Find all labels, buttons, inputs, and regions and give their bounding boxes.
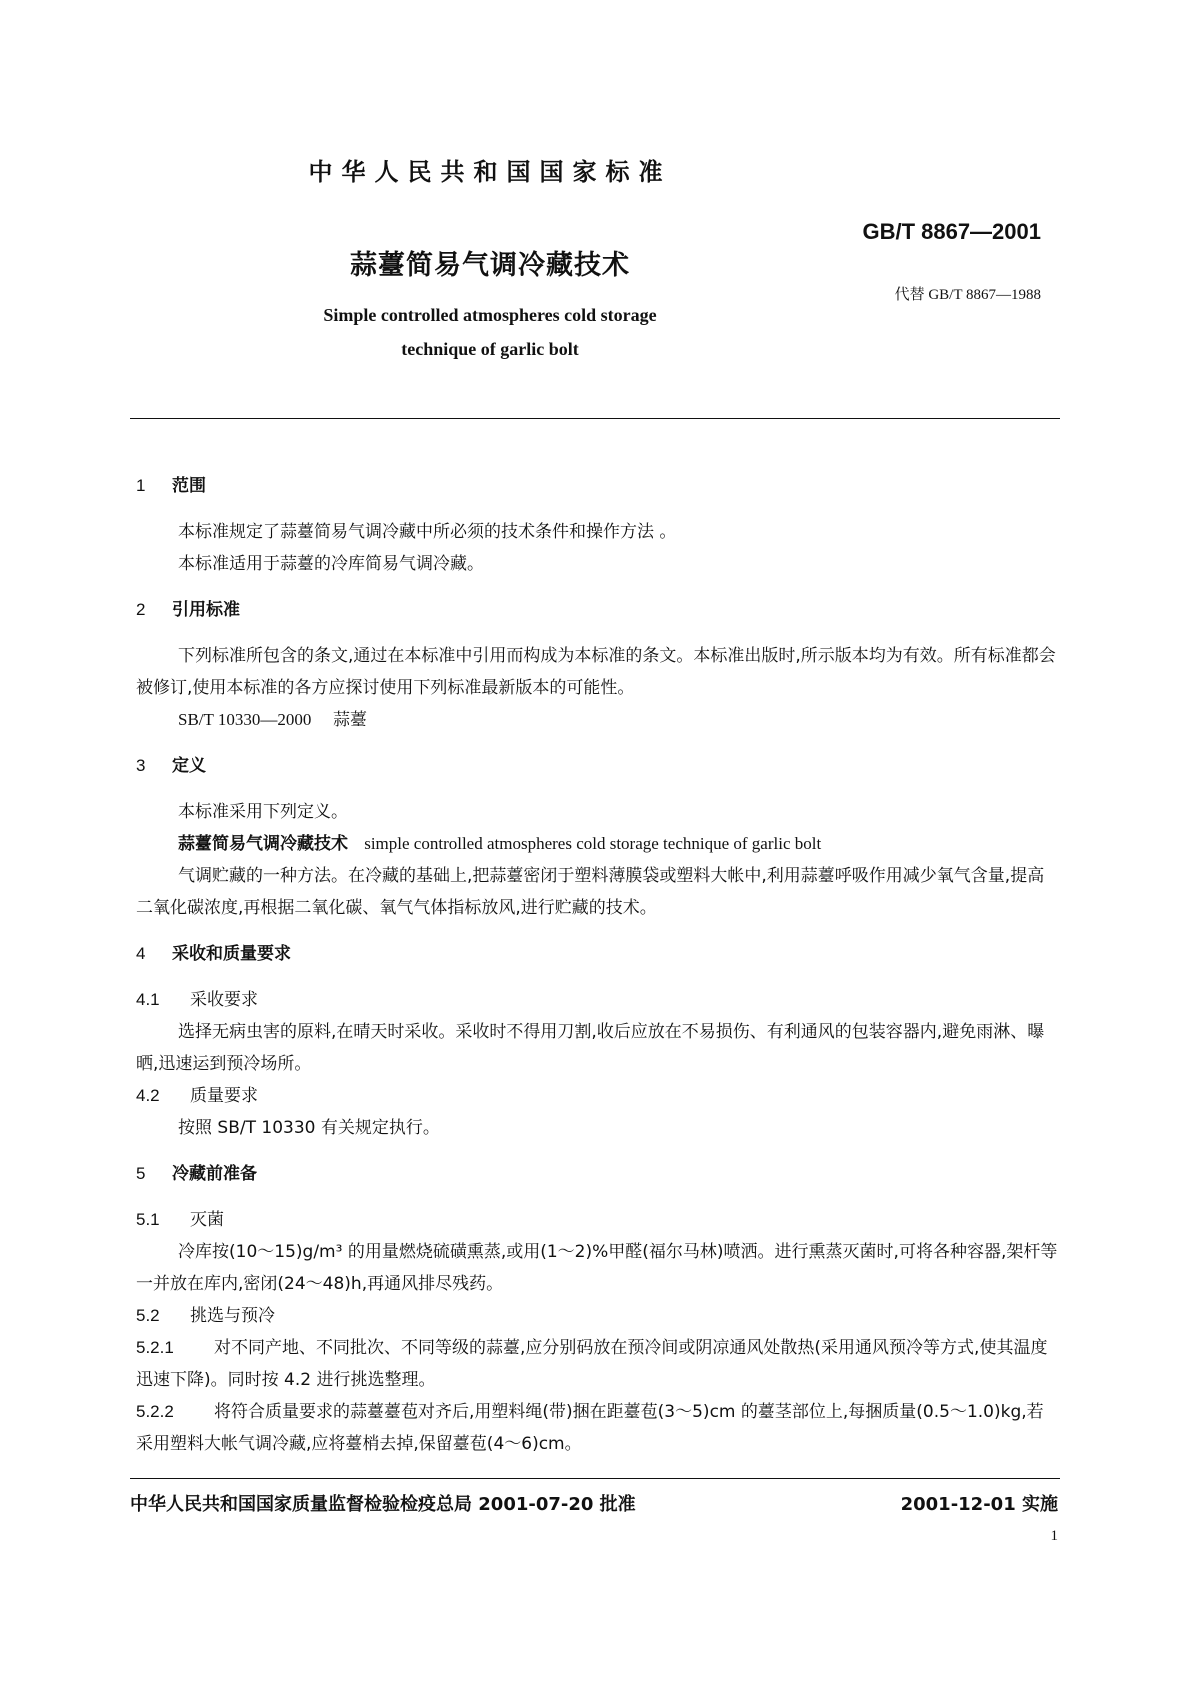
section-number: 2 [136,600,146,619]
subsection-number: 5.2 [136,1306,160,1325]
section-heading [136,750,1058,782]
subsection-title: 采收要求 [190,990,258,1010]
paragraph: 冷库按(10～15)g/m³ 的用量燃烧硫磺熏蒸,或用(1～2)%甲醛(福尔马林)喷洒。进行熏蒸灭菌时,可将各种容器,架杆等一并放在库内,密闭(24～48)h,再通风排尽残药。 [136,1242,1058,1294]
subsection-number: 4.1 [136,990,160,1009]
clause [136,1396,1058,1460]
issued-by: 中华人民共和国国家质量监督检验检疫总局 2001-07-20 批准 [130,1494,636,1515]
section-title: 定义 [172,756,206,776]
subsection-number: 4.2 [136,1086,160,1105]
page-number: 1 [1050,1528,1058,1544]
subsection-heading [136,1300,1058,1332]
en-title-line2: technique of garlic bolt [401,339,579,359]
term-en: simple controlled atmospheres cold storage technique of garlic bolt [364,834,822,853]
clause-number: 5.2.1 [136,1338,174,1357]
reference-code: SB/T 10330—2000 [178,710,312,729]
section-heading [136,470,1058,502]
section-title: 引用标准 [172,600,240,620]
section-title: 采收和质量要求 [172,944,291,964]
section-number: 1 [136,476,146,495]
paragraph: 选择无病虫害的原料,在晴天时采收。采收时不得用刀割,收后应放在不易损伤、有利通风的包装容器内,避免雨淋、曝晒,迅速运到预冷场所。 [136,1022,1045,1074]
effective-date: 2001-12-01 实施 [900,1494,1058,1515]
document-body [136,470,1058,1460]
header-divider [130,418,1060,419]
subsection-heading [136,984,1058,1016]
en-title-line1: Simple controlled atmospheres cold storage [323,305,657,325]
subsection-title: 灭菌 [190,1210,224,1230]
subsection-heading [136,1080,1058,1112]
paragraph: 按照 SB/T 10330 有关规定执行。 [178,1118,440,1138]
section-number: 3 [136,756,146,775]
section-heading [136,1158,1058,1190]
standard-number: GB/T 8867—2001 [862,219,1041,244]
subsection-title: 挑选与预冷 [190,1306,275,1326]
clause-text: 将符合质量要求的蒜薹薹苞对齐后,用塑料绳(带)捆在距薹苞(3～5)cm 的薹茎部位上,每捆质量(0.5～1.0)kg,若采用塑料大帐气调冷藏,应将薹梢去掉,保留薹苞(4～6)cm。 [136,1402,1044,1454]
section-number: 4 [136,944,146,963]
national-standard-title: 中华人民共和国国家标准 [308,158,672,186]
section-heading [136,938,1058,970]
section-title: 范围 [172,476,206,496]
paragraph: 本标准适用于蒜薹的冷库简易气调冷藏。 [178,554,484,574]
footer-divider [130,1478,1060,1479]
subsection-heading [136,1204,1058,1236]
subsection-title: 质量要求 [190,1086,258,1106]
reference-name: 蒜薹 [332,710,367,730]
term-cn: 蒜薹简易气调冷藏技术 [178,834,348,854]
clause-text: 对不同产地、不同批次、不同等级的蒜薹,应分别码放在预冷间或阴凉通风处散热(采用通风预冷等方式,使其温度迅速下降)。同时按 4.2 进行挑选整理。 [136,1338,1048,1390]
definition-text: 气调贮藏的一种方法。在冷藏的基础上,把蒜薹密闭于塑料薄膜袋或塑料大帐中,利用蒜薹呼吸作用减少氧气含量,提高二氧化碳浓度,再根据二氧化碳、氧气气体指标放风,进行贮藏的技术。 [136,866,1045,918]
section-title: 冷藏前准备 [172,1164,257,1184]
paragraph: 本标准采用下列定义。 [178,802,348,822]
section-number: 5 [136,1164,146,1183]
section-heading [136,594,1058,626]
document-title-en [0,298,980,366]
definition-term [136,828,1058,860]
clause [136,1332,1058,1396]
paragraph: 下列标准所包含的条文,通过在本标准中引用而构成为本标准的条文。本标准出版时,所示版本均为有效。所有标准都会被修订,使用本标准的各方应探讨使用下列标准最新版本的可能性。 [136,646,1056,698]
replaces-standard: 代替 GB/T 8867—1988 [894,287,1041,303]
clause-number: 5.2.2 [136,1402,174,1421]
paragraph: 本标准规定了蒜薹简易气调冷藏中所必须的技术条件和操作方法 。 [178,522,677,542]
reference-entry [136,704,1058,736]
subsection-number: 5.1 [136,1210,160,1229]
document-title-cn: 蒜薹简易气调冷藏技术 [350,250,630,281]
